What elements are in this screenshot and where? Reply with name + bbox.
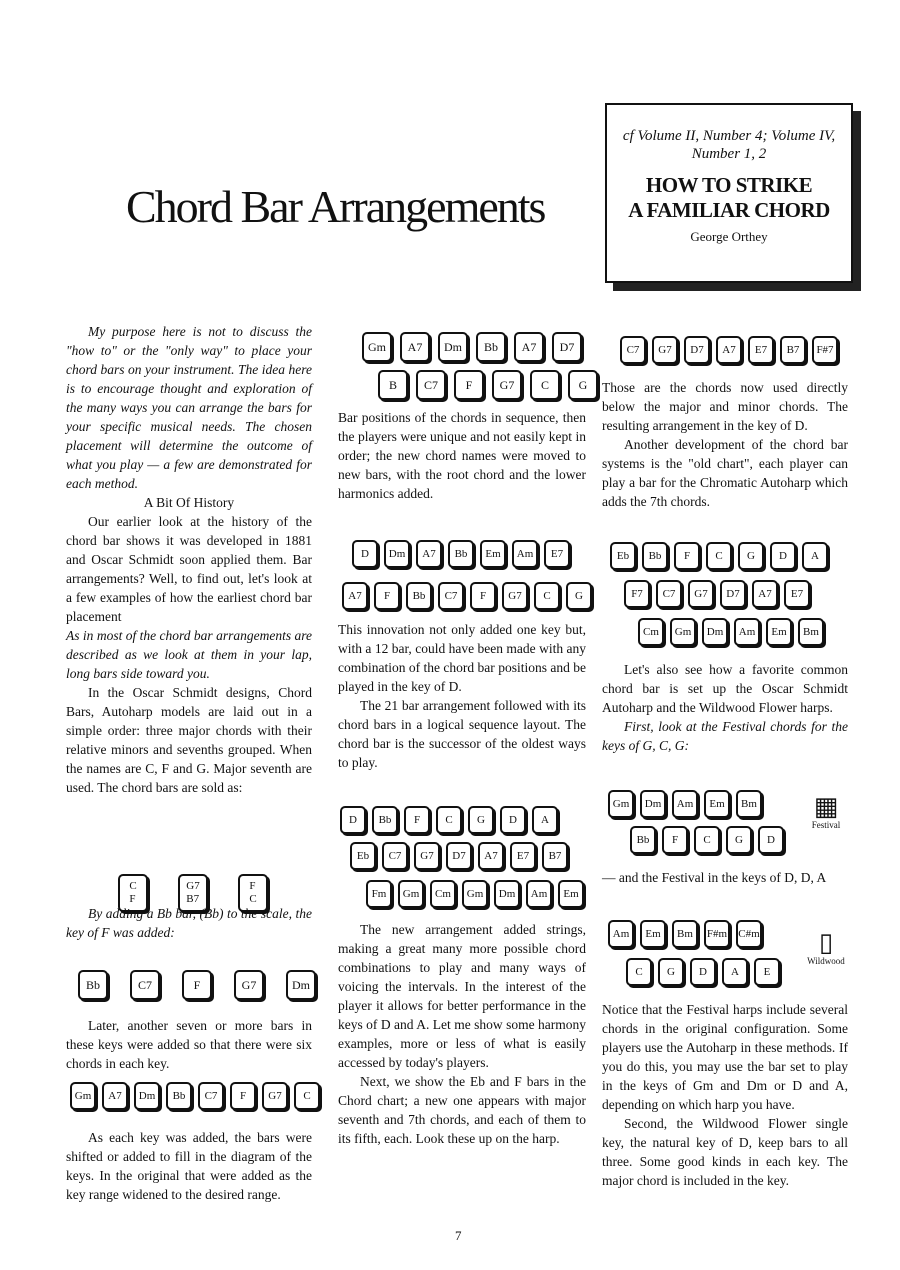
chord-key: A xyxy=(722,958,748,986)
column-3-text-d xyxy=(602,1000,848,1190)
col2-paragraph-3: The 21 bar arrangement followed with its chord bars in a logical sequence layout. The chord bar is the successor of the oldest ways to play. xyxy=(338,698,586,770)
chord-key: Eb xyxy=(350,842,376,870)
chord-key: B7 xyxy=(780,336,806,364)
col3-paragraph-2: Another development of the chord bar systems is the "old chart", each player can play a bar for the Chromatic Autoharp which adds the 7th chords. xyxy=(602,437,848,509)
chord-key: G xyxy=(658,958,684,986)
chord-bars-key-g xyxy=(70,1082,326,1110)
chord-key: G7 xyxy=(492,370,522,400)
box-headline-line-2: A FAMILIAR CHORD xyxy=(628,198,830,222)
column-3-text-a xyxy=(602,378,848,511)
chord-key: Am xyxy=(672,790,698,818)
chord-key: D xyxy=(770,542,796,570)
chord-bars-col3-b-row2 xyxy=(624,580,816,608)
chord-key: A7 xyxy=(400,332,430,362)
column-2-text-a xyxy=(338,408,586,503)
chord-key: F xyxy=(454,370,484,400)
harp-label: Wildwood xyxy=(807,956,845,966)
chord-key: D xyxy=(500,806,526,834)
section-subhead: A Bit Of History xyxy=(143,495,235,510)
col3-paragraph-4: First, look at the Festival chords for the keys of G, C, G: xyxy=(602,719,848,753)
chord-bars-col2-c-row1 xyxy=(340,806,564,834)
chord-key: Em xyxy=(640,920,666,948)
chord-key: D7 xyxy=(552,332,582,362)
chord-key: A7 xyxy=(752,580,778,608)
harp-icon: ▯ xyxy=(818,928,834,958)
chord-key: C7 xyxy=(416,370,446,400)
chord-bars-col3-d-top xyxy=(608,920,768,948)
chord-key: G xyxy=(726,826,752,854)
chord-key: Gm xyxy=(462,880,488,908)
chord-key: Dm xyxy=(384,540,410,568)
chord-key: A7 xyxy=(514,332,544,362)
chord-key: D7 xyxy=(446,842,472,870)
col2-paragraph-5: Next, we show the Eb and F bars in the Chord chart; a new one appears with major seventh and 7th chords, and each of them to its fifth, each. Look these up on the harp. xyxy=(338,1074,586,1146)
chord-key: G7 xyxy=(502,582,528,610)
history-paragraph-note: As in most of the chord bar arrangements are described as we look at them in your lap, long bars side toward you. xyxy=(66,628,312,681)
chord-key: A xyxy=(802,542,828,570)
chord-bars-col2-a-bottom xyxy=(378,370,606,400)
page-number: 7 xyxy=(455,1228,462,1243)
harp-icon: ▦ xyxy=(813,792,839,822)
chord-key: Bb xyxy=(406,582,432,610)
box-headline-line-1: HOW TO STRIKE xyxy=(645,173,813,197)
key-f-paragraph: By adding a Bb bar, (Bb) to the scale, the key of F was added: xyxy=(66,906,312,940)
chord-key: F#m xyxy=(704,920,730,948)
page-title: Chord Bar Arrangements xyxy=(126,181,545,232)
chord-key: Eb xyxy=(610,542,636,570)
chord-key: C xyxy=(694,826,720,854)
chord-key: F xyxy=(404,806,430,834)
chord-key: Bb xyxy=(166,1082,192,1110)
column-1 xyxy=(66,322,312,797)
chord-key: A7 xyxy=(102,1082,128,1110)
wildwood-harp-illustration xyxy=(796,930,856,966)
chord-key: D7 xyxy=(684,336,710,364)
volume-reference: cf Volume II, Number 4; Volume IV, Number 1, 2 xyxy=(622,128,836,162)
chord-key: A7 xyxy=(716,336,742,364)
chord-key: C7 xyxy=(382,842,408,870)
chord-key: C7 xyxy=(198,1082,224,1110)
chord-bars-col2-b-bottom xyxy=(342,582,598,610)
chord-key: A7 xyxy=(416,540,442,568)
chord-key: Gm xyxy=(398,880,424,908)
chord-key: Fm xyxy=(366,880,392,908)
chord-key: Bb xyxy=(642,542,668,570)
chord-key: E7 xyxy=(544,540,570,568)
chord-key: G xyxy=(468,806,494,834)
harp-label: Festival xyxy=(811,820,841,830)
chord-key: Bm xyxy=(736,790,762,818)
chord-key: Bb xyxy=(630,826,656,854)
chord-key: F#7 xyxy=(812,336,838,364)
chord-key: G7 xyxy=(262,1082,288,1110)
chord-key: Em xyxy=(704,790,730,818)
closing-paragraph: As each key was added, the bars were shifted or added to fill in the diagram of the keys. In the original that were added as the key range widened to the desired range. xyxy=(66,1130,312,1202)
chord-key: Am xyxy=(512,540,538,568)
chord-key: Bb xyxy=(448,540,474,568)
chord-key: C xyxy=(436,806,462,834)
col3-paragraph-7: Second, the Wildwood Flower single key, the natural key of D, keep bars to all three. Some good kinds in each key. The major chord is included in the key. xyxy=(602,1116,848,1188)
chord-key: G7 xyxy=(652,336,678,364)
col3-paragraph-5: — and the Festival in the keys of D, D, A xyxy=(602,870,827,885)
chord-key: Am xyxy=(608,920,634,948)
chord-key: F xyxy=(470,582,496,610)
chord-key: F xyxy=(674,542,700,570)
col2-paragraph-1: Bar positions of the chords in sequence, then the players were unique and not easily kept in order; the new chord names were moved to new bars, with the root chord and the lower harmonics added. xyxy=(338,410,586,501)
column-3-text-c xyxy=(602,868,848,887)
chord-key: F xyxy=(662,826,688,854)
chord-bars-col2-c-row2 xyxy=(350,842,574,870)
chord-key: C xyxy=(626,958,652,986)
chord-key: A xyxy=(532,806,558,834)
chord-key: C xyxy=(706,542,732,570)
chord-key: C7 xyxy=(620,336,646,364)
chord-bars-col3-d-bottom xyxy=(626,958,786,986)
chord-key: Dm xyxy=(640,790,666,818)
chord-key: Dm xyxy=(702,618,728,646)
chord-key: Em xyxy=(766,618,792,646)
chord-key: E7 xyxy=(510,842,536,870)
chord-key: F xyxy=(182,970,212,1000)
chord-key: Gm xyxy=(670,618,696,646)
chord-bars-col2-b-top xyxy=(352,540,576,568)
chord-key: Dm xyxy=(494,880,520,908)
chord-key: A7 xyxy=(342,582,368,610)
chord-key: Bm xyxy=(672,920,698,948)
chord-key: Dm xyxy=(134,1082,160,1110)
chord-bars-col3-c-top xyxy=(608,790,768,818)
col2-paragraph-2: This innovation not only added one key but, with a 12 bar, could have been made with any combination of the chord bar positions and be played in the key of D. xyxy=(338,622,586,694)
chord-bars-col2-a-top xyxy=(362,332,590,362)
chord-key: C#m xyxy=(736,920,762,948)
chord-key: C xyxy=(294,1082,320,1110)
chord-key: F xyxy=(374,582,400,610)
chord-key: B7 xyxy=(542,842,568,870)
chord-key: B xyxy=(378,370,408,400)
chord-key: D xyxy=(690,958,716,986)
chord-key: C xyxy=(534,582,560,610)
chord-bars-col3-b-row1 xyxy=(610,542,834,570)
chord-key: Am xyxy=(734,618,760,646)
chord-key: G7 B7 xyxy=(178,874,208,912)
history-paragraph: Our earlier look at the history of the chord bar shows it was developed in 1881 and Oscar Schmidt soon applied them. Bar arrangements? Well, to find out, let's look at a few examples of how the earliest chord bar placement xyxy=(66,514,312,624)
chord-key: C7 xyxy=(656,580,682,608)
intro-paragraph: My purpose here is not to discuss the "how to" or the "only way" to place your chord bars on your instrument. The idea here is to encourage thought and exploration of the many ways you can arrange the bars for your specific musical needs. The chosen placement will determine the outcome of what you play — a few are demonstrated for each method. xyxy=(66,324,312,491)
chord-bars-col3-a xyxy=(620,336,844,364)
chord-key: Dm xyxy=(286,970,316,1000)
column-2-text-c xyxy=(338,920,586,1148)
chord-key: G7 xyxy=(688,580,714,608)
chord-key: G xyxy=(566,582,592,610)
chord-key: Bb xyxy=(476,332,506,362)
chord-key: G7 xyxy=(234,970,264,1000)
chord-bars-col3-c-bottom xyxy=(630,826,790,854)
col3-paragraph-3: Let's also see how a favorite common chord bar is set up the Oscar Schmidt Autoharp and the Wildwood Flower harps. xyxy=(602,662,848,715)
chord-key: D xyxy=(352,540,378,568)
chord-key: Gm xyxy=(608,790,634,818)
chord-key: Am xyxy=(526,880,552,908)
reference-box xyxy=(605,103,853,283)
chord-key: C xyxy=(530,370,560,400)
box-author: George Orthey xyxy=(690,229,768,244)
chord-key: Em xyxy=(558,880,584,908)
chord-key: D xyxy=(340,806,366,834)
chord-key: Bb xyxy=(372,806,398,834)
column-1-key-f-text xyxy=(66,904,312,942)
chord-key: C F xyxy=(118,874,148,912)
chord-key: D xyxy=(758,826,784,854)
chord-key: E7 xyxy=(748,336,774,364)
chord-key: F7 xyxy=(624,580,650,608)
column-3-text-b xyxy=(602,660,848,755)
chord-key: Em xyxy=(480,540,506,568)
chord-key: Bb xyxy=(78,970,108,1000)
col3-paragraph-1: Those are the chords now used directly below the major and minor chords. The resulting arrangement in the key of D. xyxy=(602,380,848,433)
festival-harp-illustration xyxy=(796,794,856,830)
column-2-text-b xyxy=(338,620,586,772)
chord-bars-col2-c-row3 xyxy=(366,880,590,908)
chord-bars-col3-b-row3 xyxy=(638,618,830,646)
chord-key: G7 xyxy=(414,842,440,870)
chord-key: D7 xyxy=(720,580,746,608)
chord-key: G xyxy=(568,370,598,400)
chord-key: F C xyxy=(238,874,268,912)
chord-key: A7 xyxy=(478,842,504,870)
col3-paragraph-6: Notice that the Festival harps include several chords in the original configuration. Some players use the Autoharp in these methods. If you do this, you may use the bar set to play in the keys of Gm and Dm or D and A, depending on which harp you have. xyxy=(602,1002,848,1112)
chord-key: Cm xyxy=(430,880,456,908)
chord-bars-key-f xyxy=(78,970,324,1000)
chord-key: F xyxy=(230,1082,256,1110)
chord-key: Gm xyxy=(362,332,392,362)
chord-key: Gm xyxy=(70,1082,96,1110)
oscar-schmidt-paragraph: In the Oscar Schmidt designs, Chord Bars, Autoharp models are laid out in a simple order: three major chords with their relative minors and sevenths grouped. When the names are C, F and G. Major seventh are used. The chord bars are sold as: xyxy=(66,685,312,795)
column-1-later-text xyxy=(66,1016,312,1073)
chord-key: Cm xyxy=(638,618,664,646)
chord-key: E7 xyxy=(784,580,810,608)
article-reference-box xyxy=(605,103,853,283)
col2-paragraph-4: The new arrangement added strings, making a great many more possible chord combinations to play and many ways of voicing the intervals. In the interest of the player it allows for better performance in the keys of D and A. Let me show some harmony examples, more or less of what is easily accessed by today's players. xyxy=(338,922,586,1070)
chord-key: C7 xyxy=(438,582,464,610)
later-paragraph: Later, another seven or more bars in these keys were added so that there were six chords in each key. xyxy=(66,1018,312,1071)
column-1-closing-text xyxy=(66,1128,312,1204)
chord-key: G xyxy=(738,542,764,570)
chord-key: Dm xyxy=(438,332,468,362)
chord-key: Bm xyxy=(798,618,824,646)
chord-key: E xyxy=(754,958,780,986)
chord-key: C7 xyxy=(130,970,160,1000)
